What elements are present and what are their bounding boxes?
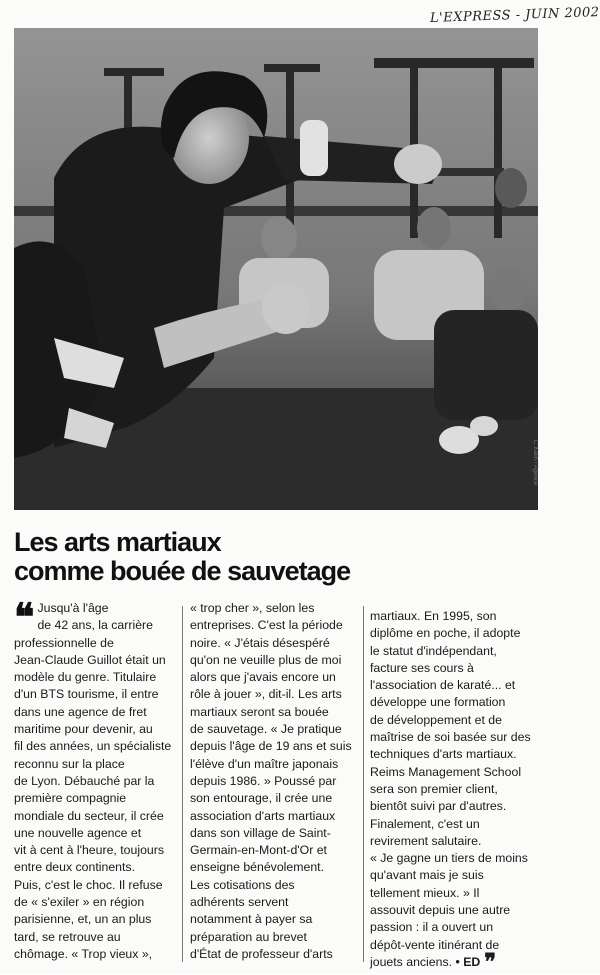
text-line: vit à cent à l'heure, toujours [14,843,164,858]
text-line: d'un BTS tourisme, il entre [14,687,159,702]
headline-line-1: Les arts martiaux [14,527,221,557]
text-line: Puis, c'est le choc. Il refuse [14,877,163,892]
text-line: adhérents servent [190,895,289,910]
text-line: revirement salutaire. [370,833,482,848]
text-line: de sauvetage. « Je pratique [190,722,342,737]
text-line: Germain-en-Mont-d'Or et [190,843,327,858]
handwritten-source-note: L'EXPRESS - JUIN 2002 [429,5,600,26]
text-line: depuis 1986. » Poussé par [190,773,337,788]
text-line: association d'arts martiaux [190,808,336,823]
article-headline [14,528,574,586]
text-line: « Je gagne un tiers de moins [370,851,528,866]
last-text-line [370,948,540,975]
text-line: préparation au brevet [190,929,307,944]
text-line: noire. « J'étais désespéré [190,635,330,650]
text-line: martiaux seront sa bouée [190,704,329,719]
text-line: parisienne, et, un an plus [14,912,152,927]
text-line: sera son premier client, [370,781,498,796]
text-line: passion : il a ouvert un [370,920,494,935]
text-line: développe une formation [370,695,506,710]
text-line: chômage. « Trop vieux », [14,946,153,961]
text-line: Finalement, c'est un [370,816,480,831]
column-divider [182,606,183,962]
text-line: enseigne bénévolement. [190,860,324,875]
text-line: dépôt-vente itinérant de [370,937,500,952]
text-line: de 42 ans, la carrière [37,618,153,633]
opening-quote-mark: ❝ [14,594,35,639]
text-line: dans une agence de fret [14,704,147,719]
text-line: mondiale du secteur, il crée [14,808,164,823]
text-line: depuis l'âge de 19 ans et suis [190,739,352,754]
article-column-2 [190,600,362,963]
text-line: son entourage, il crée une [190,791,333,806]
text-line: martiaux. En 1995, son [370,609,497,623]
photo-credit: L. Kalin / Agence [532,440,538,486]
article-column-1 [14,594,182,963]
text-line: de développement et de [370,712,502,727]
text-line: jouets anciens. [370,954,453,969]
text-line: bientôt suivi par d'autres. [370,799,507,814]
text-line: maritime pour devenir, au [14,722,153,737]
text-line: qu'avant mais je suis [370,868,484,883]
headline-line-2: comme bouée de sauvetage [14,556,351,586]
text-line: notamment à payer sa [190,912,313,927]
text-line: entre deux continents. [14,860,135,875]
text-line: le statut d'indépendant, [370,643,497,658]
text-line: qu'on ne veuille plus de moi [190,652,342,667]
text-line: entreprises. C'est la période [190,618,343,633]
column-divider [363,606,364,962]
text-line: Reims Management School [370,764,522,779]
text-line: tard, se retrouve au [14,929,121,944]
text-line: l'élève d'un maître japonais [190,756,339,771]
text-line: reconnu sur la place [14,756,125,771]
text-line: assouvit depuis une autre [370,903,511,918]
text-line: première compagnie [14,791,127,806]
article-column-3 [370,608,540,975]
closing-quote-mark: ❞ [484,948,497,975]
text-line: l'association de karaté... et [370,678,516,693]
text-line: facture ses cours à [370,660,474,675]
text-line: rôle à jouer », dit-il. Les arts [190,687,342,702]
text-line: de Lyon. Débauché par la [14,773,155,788]
text-line: maîtrise de soi basée sur des [370,730,531,745]
text-line: professionnelle de [14,635,114,650]
text-line: alors que j'avais encore un [190,670,336,685]
text-line: Les cotisations des [190,877,295,892]
text-line: techniques d'arts martiaux. [370,747,517,762]
text-line: une nouvelle agence et [14,825,142,840]
text-line: d'État de professeur d'arts [190,946,333,961]
text-line: tellement mieux. » Il [370,885,480,900]
text-line: fil des années, un spécialiste [14,739,172,754]
text-line: Jean-Claude Guillot était un [14,652,166,667]
author-signature: • ED [455,954,481,969]
text-line: dans son village de Saint- [190,825,331,840]
text-line: de « s'exiler » en région [14,895,145,910]
article-photo [14,28,538,510]
text-line: diplôme en poche, il adopte [370,626,521,641]
text-line: « trop cher », selon les [190,601,315,615]
photo-illustration [14,28,538,510]
text-line: modèle du genre. Titulaire [14,670,157,685]
text-line: Jusqu'à l'âge [37,601,109,615]
